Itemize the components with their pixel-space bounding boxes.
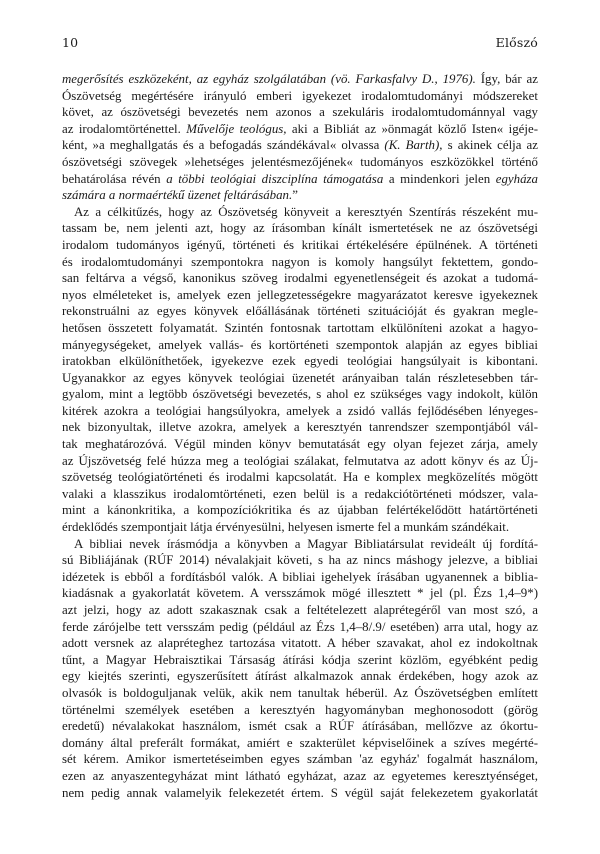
text-segment: behatárolása révén bbox=[62, 171, 167, 186]
text-line bbox=[62, 71, 538, 88]
text-line bbox=[62, 187, 538, 204]
text-line bbox=[62, 552, 538, 569]
text-segment: idézetek is ebből a fordításból valók. A bibliai igehelyek írásában ugyanennek a biblia- bbox=[62, 569, 538, 584]
text-segment: egy kiejtés szerinti, egyszerűsített átírást alkalmazok annak érdekében, hogy azok az bbox=[62, 669, 538, 684]
running-header bbox=[62, 35, 538, 50]
section-title: Előszó bbox=[495, 35, 538, 50]
text-segment: olvasók is boldoguljanak velük, akik nem tanultak héberül. Az Ószövetségben említett bbox=[62, 685, 538, 700]
text-segment: követ, az ószövetségi bevezetés nem azonos a szekuláris irodalomtudománnyal vagy bbox=[62, 105, 538, 120]
text-line bbox=[62, 237, 538, 254]
text-segment: Így, bár az bbox=[475, 72, 538, 86]
text-segment: és irodalomtudományi szempontokra nagyon is komoly hangsúlyt fektettem, gondo- bbox=[62, 254, 538, 269]
text-line bbox=[62, 718, 538, 735]
text-line bbox=[62, 320, 538, 337]
text-line bbox=[62, 453, 538, 470]
text-line bbox=[62, 751, 538, 768]
text-line bbox=[62, 668, 538, 685]
text-segment: ezen az anyaszentegyházat mint látható egyházat, azaz az egyetemes keresztyénséget, bbox=[62, 768, 538, 783]
text-line bbox=[62, 569, 538, 586]
text-segment: A bibliai nevek írásmódja a könyvben a Magyar Bibliatársulat revideált új fordítá- bbox=[74, 536, 538, 551]
text-line bbox=[62, 685, 538, 702]
text-line bbox=[62, 419, 538, 436]
text-segment: s akinek célja az bbox=[442, 138, 538, 153]
italic-text: egyháza bbox=[495, 171, 538, 186]
text-line bbox=[62, 436, 538, 453]
text-segment: iratokban elkülöníthetőek, igyekezve ezek egyedi teológiai hangsúlyait is kibontani. bbox=[62, 354, 538, 369]
text-segment: ként, »a meghallgatás és a befogadás szándékával« olvassa bbox=[62, 138, 385, 153]
text-line bbox=[62, 652, 538, 669]
text-segment: kitérek azokra a teológiai hangsúlyokra, amelyek a zsidó vallás fejlődésében lényeges- bbox=[62, 403, 538, 418]
italic-text: a többi teológiai diszciplína támogatása bbox=[166, 171, 384, 186]
text-line bbox=[62, 768, 538, 785]
text-line bbox=[62, 519, 538, 536]
text-line bbox=[62, 137, 538, 154]
text-segment: rekonstruálni az egyes könyvek előállásának történeti szituációját és gyakran megle- bbox=[62, 304, 538, 319]
text-line bbox=[62, 635, 538, 652]
text-segment: azt jelzi, hogy az adott szakasznak csak a feltételezett alaprétegéről van most szó, a bbox=[62, 603, 538, 617]
page-number: 10 bbox=[62, 35, 79, 50]
text-line bbox=[62, 353, 538, 370]
text-line bbox=[62, 536, 538, 553]
text-segment: a mindenkori jelen bbox=[383, 171, 496, 186]
text-line bbox=[62, 254, 538, 271]
text-segment: aki a Bibliát az »önmagát közlő Isten« igéje- bbox=[286, 121, 538, 136]
text-segment: ferde zárójelbe tett versszám pedig (például az Ézs 1,4–8/.9/ esetében) arra utal, hogy az bbox=[62, 619, 538, 634]
text-line bbox=[62, 154, 538, 171]
text-segment: mint a kánonkritika, a kompozíciókritika és az újabban felértékelődött határtörténeti bbox=[62, 503, 538, 518]
text-segment: nek bizonyultak, illetve azokra, amelyek a keresztyén tanrendszer szempontjából vál- bbox=[62, 420, 538, 435]
text-segment: az irodalomtörténettel. bbox=[62, 121, 187, 136]
text-segment: adott versnek az alapréteghez tartozása vitatott. A héber szavakat, ahol ez indokoltnak bbox=[62, 636, 538, 651]
text-line bbox=[62, 287, 538, 304]
text-segment: szövetség teológiatörténeti és irodalmi kapcsolatát. Ha e komplex megközelítés mögött bbox=[62, 470, 538, 485]
italic-text: számára a normaértékű üzenet feltárásában. bbox=[62, 188, 293, 203]
text-segment: tak meghatározóvá. Végül minden könyv bemutatását egy olyan fejezet zárja, amely bbox=[62, 437, 538, 452]
text-line bbox=[62, 403, 538, 420]
text-segment: Ugyanakkor az egyes könyvek teológiai üzenetét arányaiban talán részletesebben tár- bbox=[62, 370, 538, 385]
text-segment: hetősen összetett folyamatát. Szintén fontosnak tartottam elkülöníteni azokat a hagyo- bbox=[62, 320, 538, 335]
text-segment: tassam be, nem jelenti azt, hogy az írásomban kínált ismertetések ne az ószövetségi bbox=[62, 221, 538, 236]
text-segment: ószövetségi szövegek »lehetséges jelentésmezőjének« tudományos eszközökkel történő bbox=[62, 154, 538, 169]
text-segment: Az a célkitűzés, hogy az Ószövetség könyveit a keresztyén Szentírás részeként mu- bbox=[74, 204, 538, 219]
text-line bbox=[62, 785, 538, 802]
text-line bbox=[62, 104, 538, 121]
italic-text: megerősítés eszközeként, az egyház szolgálatában (vö. Farkasfalvy D., 1976). bbox=[62, 72, 476, 86]
italic-text: Művelője teológus, bbox=[186, 121, 287, 136]
text-segment: mányegységeket, amelyek vallás- és kortörténeti szempontok alapján az egyes bibliai bbox=[62, 337, 538, 352]
text-segment: valaki a klasszikus irodalomtörténeti, ezen belül is a redakciótörténeti módszer, vala- bbox=[62, 486, 538, 501]
text-line bbox=[62, 735, 538, 752]
text-line bbox=[62, 88, 538, 105]
body-text bbox=[62, 71, 538, 801]
text-line bbox=[62, 502, 538, 519]
text-segment: érdeklődés szempontjait látja érvényesülni, helyesen ismerte fel a munkám szándékait. bbox=[62, 520, 510, 535]
text-line bbox=[62, 486, 538, 503]
text-line bbox=[62, 619, 538, 636]
text-segment: Ószövetség megértésére irányuló emberi igyekezet irodalomtudományi módszereket bbox=[62, 88, 538, 103]
text-segment: irodalom tudományos igényű, történeti és kritikai értékelésére épülnének. A történeti bbox=[62, 237, 538, 252]
text-segment: domány által preferált formákat, amiért e szakterület képviselőinek a szíves megérté- bbox=[62, 735, 538, 750]
text-segment: az Újszövetség felé húzza meg a teológiai szálakat, felmutatva az adott könyv és az Új- bbox=[62, 453, 538, 468]
text-line bbox=[62, 303, 538, 320]
text-segment: sú Bibliájának (RÚF 2014) névalakjait követi, s ha az nincs máshogy jelezve, a bibliai bbox=[62, 553, 538, 568]
text-line bbox=[62, 585, 538, 602]
text-segment: sét kérem. Amikor ismertetéseimben egyes számban 'az egyház' fogalmát használom, bbox=[62, 752, 538, 767]
text-line bbox=[62, 270, 538, 287]
text-segment: kiadásnak a gyakorlatát követem. A versszámok mögé illesztett * jel (pl. Ézs 1,4–9*) bbox=[62, 586, 538, 601]
text-line bbox=[62, 702, 538, 719]
text-segment: történelmi személyek esetében a keresztyén hagyományban meghonosodott (görög bbox=[62, 702, 538, 717]
text-segment: san feltárva a végső, kanonikus szöveg irodalmi egyenetlenségeit és azokat a tudomá- bbox=[62, 271, 538, 286]
text-line bbox=[62, 220, 538, 237]
text-segment: nyos elméleteket is, amelyek ezen jellegzetességekre magyarázatot keresve igyekeznek bbox=[62, 287, 538, 302]
text-line bbox=[62, 171, 538, 188]
text-line bbox=[62, 602, 538, 619]
text-segment: ” bbox=[292, 188, 298, 203]
text-segment: tűnt, a Magyar Hebraisztikai Társaság átírási kódja szerint közlöm, egyébként pedig bbox=[62, 652, 538, 667]
text-line bbox=[62, 121, 538, 138]
text-line bbox=[62, 386, 538, 403]
text-line bbox=[62, 469, 538, 486]
text-line bbox=[62, 370, 538, 387]
text-segment: nem pedig annak valamelyik felekezetét értem. S végül saját felekezetem gyakorlatát bbox=[62, 785, 538, 800]
text-line bbox=[62, 337, 538, 354]
italic-text: (K. Barth), bbox=[384, 138, 443, 153]
text-segment: eredetű) névalakokat használom, ismét csak a RÚF átírásában, mellőzve az ókortu- bbox=[62, 719, 538, 734]
text-line bbox=[62, 204, 538, 221]
text-segment: gyalom, mint a legtöbb ószövetségi bevezetés, s ahol ez szükséges vagy indokolt, külön bbox=[62, 387, 538, 402]
